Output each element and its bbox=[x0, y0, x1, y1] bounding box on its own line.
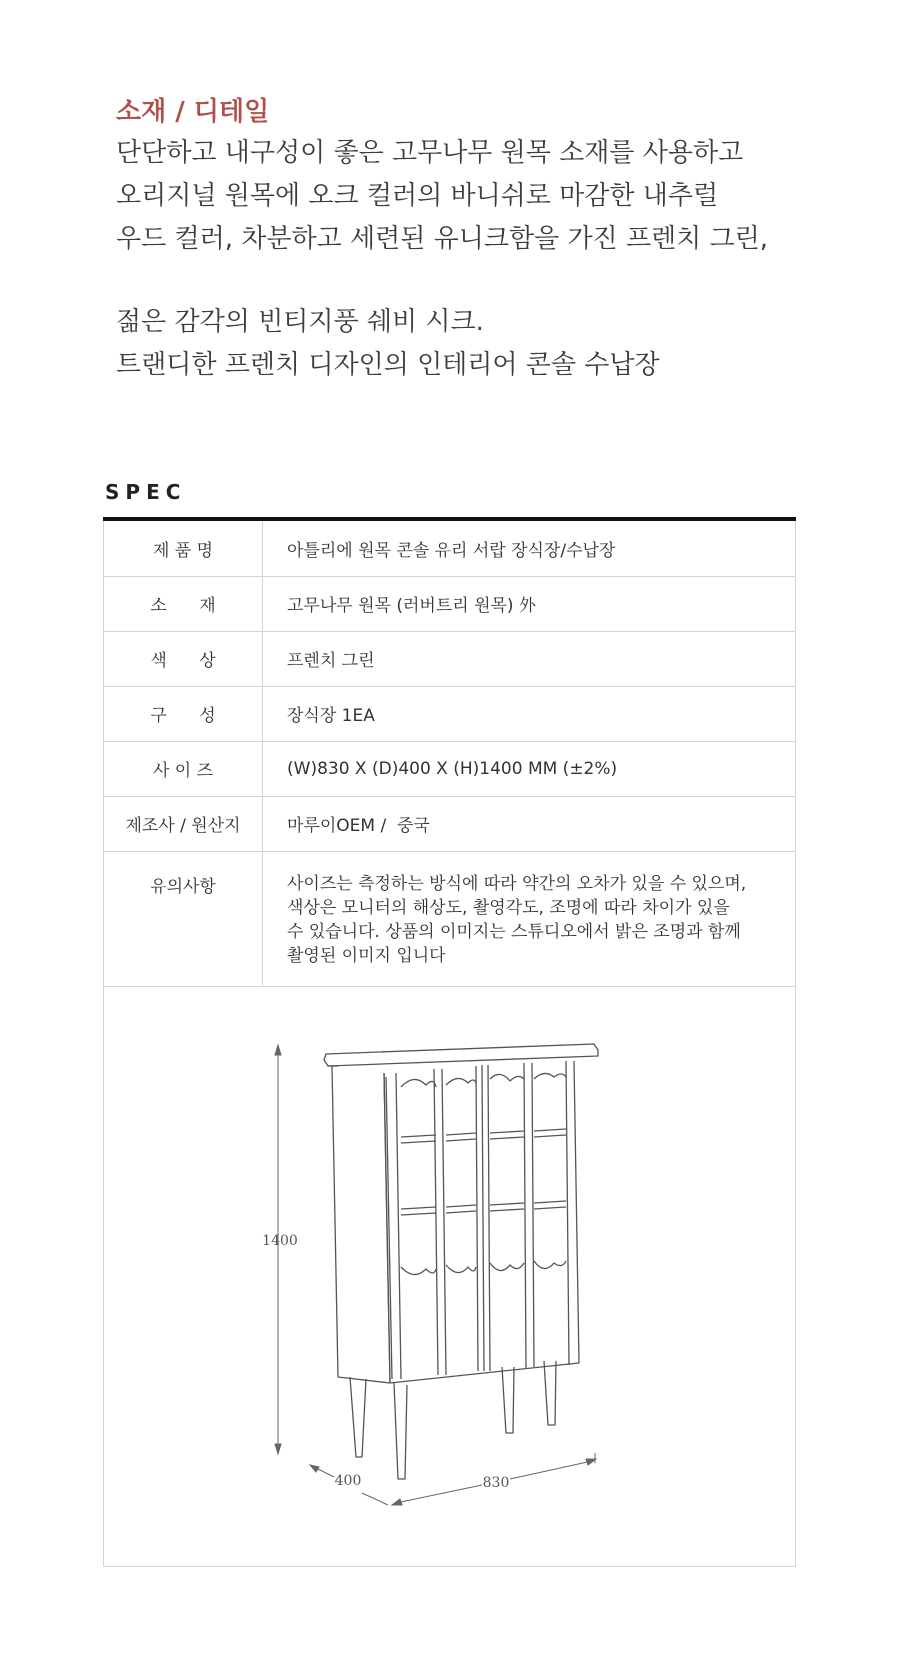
intro-line: 트랜디한 프렌치 디자인의 인테리어 콘솔 수납장 bbox=[116, 350, 660, 380]
material-detail-heading: 소재 / 디테일 bbox=[116, 97, 270, 127]
spec-row-size bbox=[104, 741, 796, 796]
glass-panel-arch bbox=[401, 1079, 436, 1087]
spec-label: 사 이 즈 bbox=[104, 741, 263, 796]
depth-dimension-label: 400 bbox=[334, 1472, 362, 1489]
spec-row-notes bbox=[104, 851, 796, 986]
cabinet-leg bbox=[502, 1367, 514, 1433]
notes-line: 수 있습니다. 상품의 이미지는 스튜디오에서 밝은 조명과 함께 bbox=[287, 921, 741, 942]
spec-label: 제 품 명 bbox=[104, 521, 263, 576]
spec-row-product-name bbox=[104, 521, 796, 576]
spec-label: 소 재 bbox=[104, 576, 263, 631]
spec-row-color bbox=[104, 631, 796, 686]
cabinet-leg bbox=[394, 1383, 407, 1479]
cabinet-dimension-drawing bbox=[104, 987, 795, 1561]
spec-value: 장식장 1EA bbox=[263, 686, 796, 741]
cabinet-leg bbox=[544, 1361, 556, 1425]
spec-value: 고무나무 원목 (러버트리 원목) 外 bbox=[263, 576, 796, 631]
spec-value: (W)830 X (D)400 X (H)1400 MM (±2%) bbox=[263, 741, 796, 796]
notes-line: 촬영된 이미지 입니다 bbox=[287, 945, 446, 966]
cabinet-top bbox=[324, 1044, 598, 1066]
cabinet-drawing-cell bbox=[104, 986, 796, 1566]
spec-row-material bbox=[104, 576, 796, 631]
intro-section bbox=[116, 92, 816, 387]
spec-title: SPEC bbox=[105, 480, 187, 504]
spec-notes-text bbox=[263, 851, 796, 986]
intro-line: 젊은 감각의 빈티지풍 쉐비 시크. bbox=[116, 307, 484, 337]
cabinet-leg bbox=[350, 1377, 366, 1457]
intro-line: 오리지널 원목에 오크 컬러의 바니쉬로 마감한 내추럴 bbox=[116, 181, 719, 211]
width-dimension-label: 830 bbox=[482, 1474, 510, 1491]
spec-row-composition bbox=[104, 686, 796, 741]
spec-label: 유의사항 bbox=[104, 851, 263, 986]
intro-line: 단단하고 내구성이 좋은 고무나무 원목 소재를 사용하고 bbox=[116, 138, 744, 168]
spec-label: 색 상 bbox=[104, 631, 263, 686]
spec-value: 아틀리에 원목 콘솔 유리 서랍 장식장/수납장 bbox=[263, 521, 796, 576]
notes-line: 사이즈는 측정하는 방식에 따라 약간의 오차가 있을 수 있으며, bbox=[287, 873, 747, 894]
spec-table bbox=[103, 517, 796, 1567]
spec-label: 제조사 / 원산지 bbox=[104, 796, 263, 851]
spec-value: 프렌치 그린 bbox=[263, 631, 796, 686]
spec-value: 마루이OEM / 중국 bbox=[263, 796, 796, 851]
height-dimension-label: 1400 bbox=[262, 1232, 298, 1249]
cabinet-side-panel bbox=[332, 1066, 390, 1383]
spec-row-manufacturer-origin bbox=[104, 796, 796, 851]
spec-label: 구 성 bbox=[104, 686, 263, 741]
cabinet-front bbox=[384, 1061, 579, 1383]
notes-line: 색상은 모니터의 해상도, 촬영각도, 조명에 따라 차이가 있을 bbox=[287, 897, 730, 918]
intro-line: 우드 컬러, 차분하고 세련된 유니크함을 가진 프렌치 그린, bbox=[116, 224, 769, 254]
